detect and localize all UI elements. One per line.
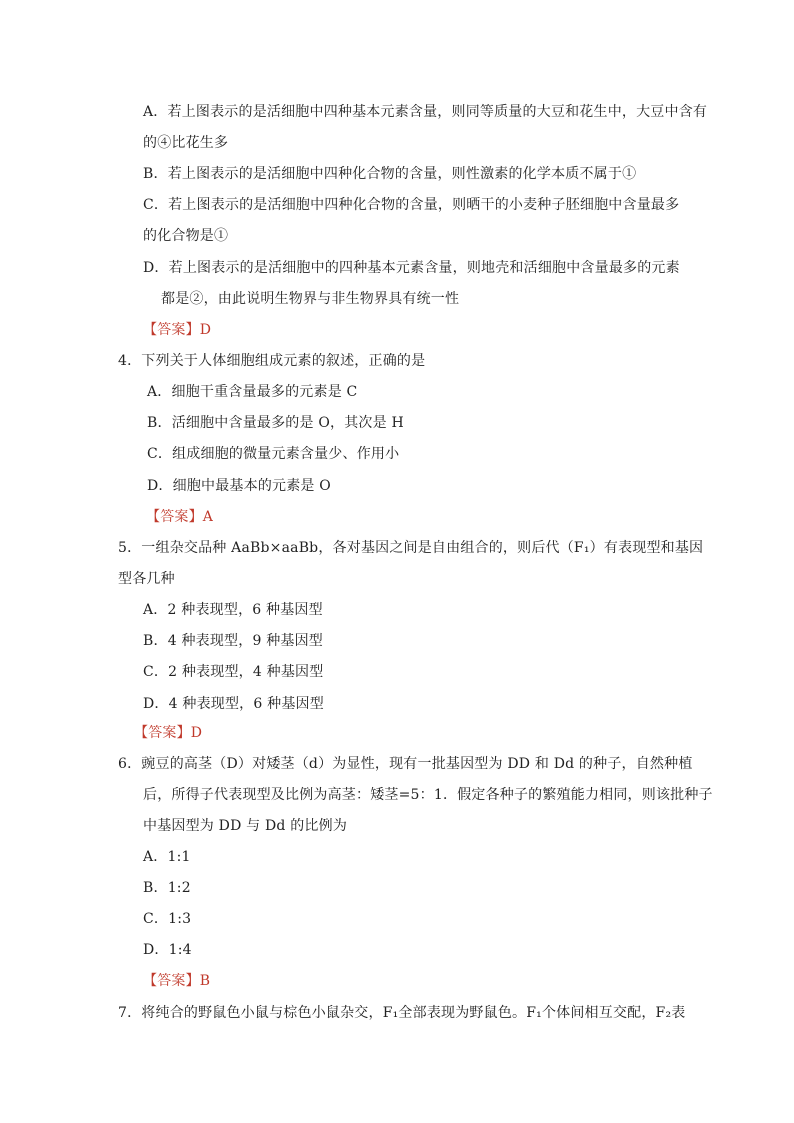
q5-option-d: D．4 种表现型，6 种基因型	[143, 696, 324, 712]
q6-stem-line3: 中基因型为 DD 与 Dd 的比例为	[143, 818, 348, 834]
q3-option-c-line2: 的化合物是①	[143, 228, 229, 244]
q6-stem-line2: 后，所得子代表现型及比例为高茎：矮茎=5：1．假定各种子的繁殖能力相同，则该批种子	[143, 787, 713, 803]
q4-option-d: D．细胞中最基本的元素是 O	[147, 478, 331, 494]
q5-option-c: C．2 种表现型，4 种基因型	[143, 664, 324, 680]
q4-answer: 【答案】A	[146, 509, 214, 525]
q6-option-d: D．1:4	[143, 942, 192, 958]
q5-option-a: A．2 种表现型，6 种基因型	[143, 602, 323, 618]
q4-option-b: B．活细胞中含量最多的是 O，其次是 H	[147, 415, 404, 431]
q3-option-a-line1: A．若上图表示的是活细胞中四种基本元素含量，则同等质量的大豆和花生中，大豆中含有	[143, 104, 708, 120]
q3-option-d-line2: 都是②，由此说明生物界与非生物界具有统一性	[161, 291, 460, 307]
q3-option-c-line1: C．若上图表示的是活细胞中四种化合物的含量，则晒干的小麦种子胚细胞中含量最多	[143, 197, 680, 213]
q6-answer: 【答案】B	[143, 973, 211, 989]
q6-option-a: A．1:1	[143, 849, 191, 865]
q5-option-b: B．4 种表现型，9 种基因型	[143, 633, 324, 649]
q4-stem: 4．下列关于人体细胞组成元素的叙述，正确的是	[118, 353, 426, 369]
q6-option-b: B．1:2	[143, 880, 191, 896]
q6-stem-line1: 6．豌豆的高茎（D）对矮茎（d）为显性，现有一批基因型为 DD 和 Dd 的种子，自然种植	[118, 756, 693, 772]
q3-option-a-line2: 的④比花生多	[143, 135, 229, 151]
q5-answer: 【答案】D	[134, 725, 203, 741]
q7-stem-line1: 7．将纯合的野鼠色小鼠与棕色小鼠杂交，F₁全部表现为野鼠色。F₁个体间相互交配，F₂表	[118, 1005, 686, 1021]
q3-answer: 【答案】D	[143, 322, 212, 338]
q3-option-d-line1: D．若上图表示的是活细胞中的四种基本元素含量，则地壳和活细胞中含量最多的元素	[143, 260, 680, 276]
q5-stem-line2: 型各几种	[118, 571, 175, 587]
q3-option-b: B．若上图表示的是活细胞中四种化合物的含量，则性激素的化学本质不属于①	[143, 166, 637, 182]
q5-stem-line1: 5．一组杂交品种 AaBb×aaBb，各对基因之间是自由组合的，则后代（F₁）有表现型和基因	[118, 540, 704, 556]
q4-option-a: A．细胞干重含量最多的元素是 C	[147, 384, 358, 400]
q4-option-c: C．组成细胞的微量元素含量少、作用小	[147, 446, 400, 462]
q6-option-c: C．1:3	[143, 911, 192, 927]
